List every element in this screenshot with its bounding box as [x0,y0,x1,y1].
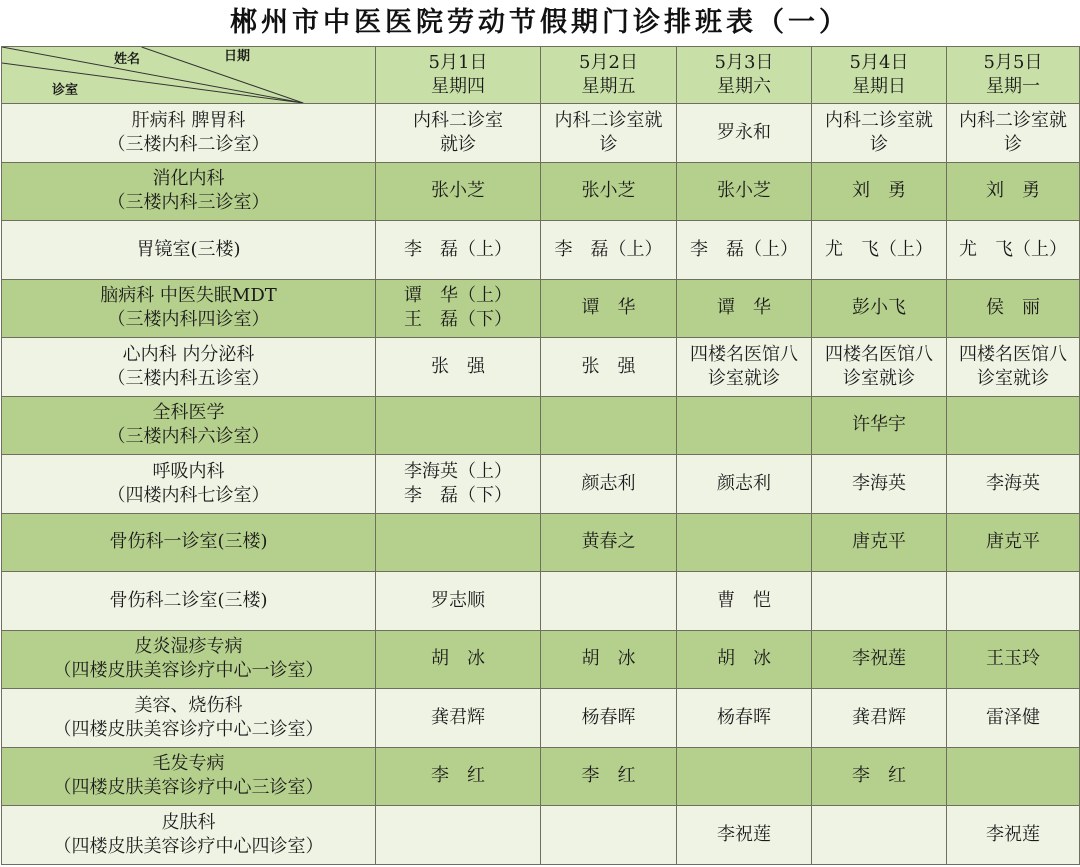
schedule-cell: 杨春晖 [677,689,812,748]
weekday-text: 星期一 [986,76,1040,97]
schedule-cell: 李 红 [376,747,541,806]
schedule-cell: 李祝莲 [947,806,1080,865]
room-cell: 皮肤科 （四楼皮肤美容诊疗中心四诊室） [2,806,376,865]
schedule-cell [541,396,677,455]
schedule-cell: 谭 华 [677,279,812,338]
schedule-cell: 尤 飞（上） [812,221,947,280]
page-title: 郴州市中医医院劳动节假期门诊排班表（一） [230,7,850,38]
schedule-cell: 彭小飞 [812,279,947,338]
date-header [947,47,1080,104]
room-cell: 呼吸内科 （四楼内科七诊室） [2,455,376,514]
schedule-cell: 张 强 [541,338,677,397]
schedule-cell: 颜志利 [541,455,677,514]
schedule-cell: 颜志利 [677,455,812,514]
room-cell: 皮炎湿疹专病 （四楼皮肤美容诊疗中心一诊室） [2,630,376,689]
schedule-cell: 许华宇 [812,396,947,455]
weekday-text: 星期日 [852,76,906,97]
schedule-cell [947,396,1080,455]
table-row [2,572,1080,631]
schedule-cell: 李海英（上） 李 磊（下） [376,455,541,514]
schedule-cell: 李祝莲 [677,806,812,865]
header-row [2,47,1080,104]
table-row [2,104,1080,163]
schedule-cell: 李 磊（上） [677,221,812,280]
schedule-cell: 张小芝 [541,162,677,221]
table-row [2,630,1080,689]
schedule-cell: 内科二诊室就 诊 [812,104,947,163]
schedule-cell [677,396,812,455]
schedule-cell: 四楼名医馆八 诊室就诊 [947,338,1080,397]
table-row [2,747,1080,806]
corner-header [2,47,376,104]
schedule-cell: 唐克平 [947,513,1080,572]
corner-date-label: 日期 [224,49,251,64]
schedule-cell: 张小芝 [376,162,541,221]
schedule-cell: 内科二诊室就 诊 [541,104,677,163]
weekday-text: 星期六 [717,76,771,97]
schedule-cell: 罗志顺 [376,572,541,631]
schedule-cell: 内科二诊室就 诊 [947,104,1080,163]
room-cell: 骨伤科一诊室(三楼) [2,513,376,572]
table-row [2,279,1080,338]
date-header [677,47,812,104]
schedule-cell: 曹 恺 [677,572,812,631]
schedule-cell: 谭 华（上） 王 磊（下） [376,279,541,338]
schedule-cell [947,747,1080,806]
schedule-cell: 王玉玲 [947,630,1080,689]
schedule-cell: 李 红 [541,747,677,806]
schedule-cell: 李海英 [812,455,947,514]
table-row [2,162,1080,221]
table-row [2,338,1080,397]
schedule-cell: 黄春之 [541,513,677,572]
schedule-cell: 唐克平 [812,513,947,572]
date-text: 5月1日 [428,52,488,73]
schedule-cell [812,572,947,631]
schedule-cell: 四楼名医馆八 诊室就诊 [812,338,947,397]
date-header [376,47,541,104]
schedule-cell [947,572,1080,631]
schedule-cell: 侯 丽 [947,279,1080,338]
schedule-cell [541,572,677,631]
room-cell: 心内科 内分泌科 （三楼内科五诊室） [2,338,376,397]
room-cell: 全科医学 （三楼内科六诊室） [2,396,376,455]
schedule-cell [376,396,541,455]
date-text: 5月4日 [849,52,909,73]
room-cell: 消化内科 （三楼内科三诊室） [2,162,376,221]
schedule-cell [677,747,812,806]
schedule-cell: 李 磊（上） [541,221,677,280]
schedule-cell [812,806,947,865]
schedule-cell: 杨春晖 [541,689,677,748]
schedule-cell: 李海英 [947,455,1080,514]
schedule-cell: 胡 冰 [376,630,541,689]
schedule-cell: 刘 勇 [947,162,1080,221]
schedule-cell: 内科二诊室 就诊 [376,104,541,163]
table-row [2,221,1080,280]
schedule-cell: 李 磊（上） [376,221,541,280]
table-row [2,396,1080,455]
corner-name-label: 姓名 [114,52,141,67]
schedule-table [1,46,1080,865]
schedule-cell: 四楼名医馆八 诊室就诊 [677,338,812,397]
schedule-cell: 李 红 [812,747,947,806]
weekday-text: 星期四 [431,76,485,97]
room-cell: 胃镜室(三楼) [2,221,376,280]
schedule-cell: 罗永和 [677,104,812,163]
schedule-cell: 龚君辉 [812,689,947,748]
schedule-cell: 李祝莲 [812,630,947,689]
room-cell: 肝病科 脾胃科 （三楼内科二诊室） [2,104,376,163]
date-header [541,47,677,104]
room-cell: 骨伤科二诊室(三楼) [2,572,376,631]
room-cell: 毛发专病 （四楼皮肤美容诊疗中心三诊室） [2,747,376,806]
schedule-cell: 刘 勇 [812,162,947,221]
schedule-cell: 尤 飞（上） [947,221,1080,280]
date-text: 5月2日 [579,52,638,73]
room-cell: 脑病科 中医失眠MDT （三楼内科四诊室） [2,279,376,338]
schedule-cell [541,806,677,865]
schedule-cell: 胡 冰 [677,630,812,689]
schedule-cell: 谭 华 [541,279,677,338]
date-header [812,47,947,104]
schedule-cell: 胡 冰 [541,630,677,689]
date-text: 5月5日 [983,52,1043,73]
schedule-cell [677,513,812,572]
schedule-cell: 张 强 [376,338,541,397]
schedule-cell: 龚君辉 [376,689,541,748]
schedule-cell [376,806,541,865]
date-text: 5月3日 [714,52,774,73]
schedule-cell: 雷泽健 [947,689,1080,748]
schedule-cell [376,513,541,572]
weekday-text: 星期五 [581,76,636,97]
room-cell: 美容、烧伤科 （四楼皮肤美容诊疗中心二诊室） [2,689,376,748]
table-row [2,513,1080,572]
corner-room-label: 诊室 [52,83,79,98]
table-row [2,689,1080,748]
table-row [2,806,1080,865]
table-row [2,455,1080,514]
schedule-cell: 张小芝 [677,162,812,221]
